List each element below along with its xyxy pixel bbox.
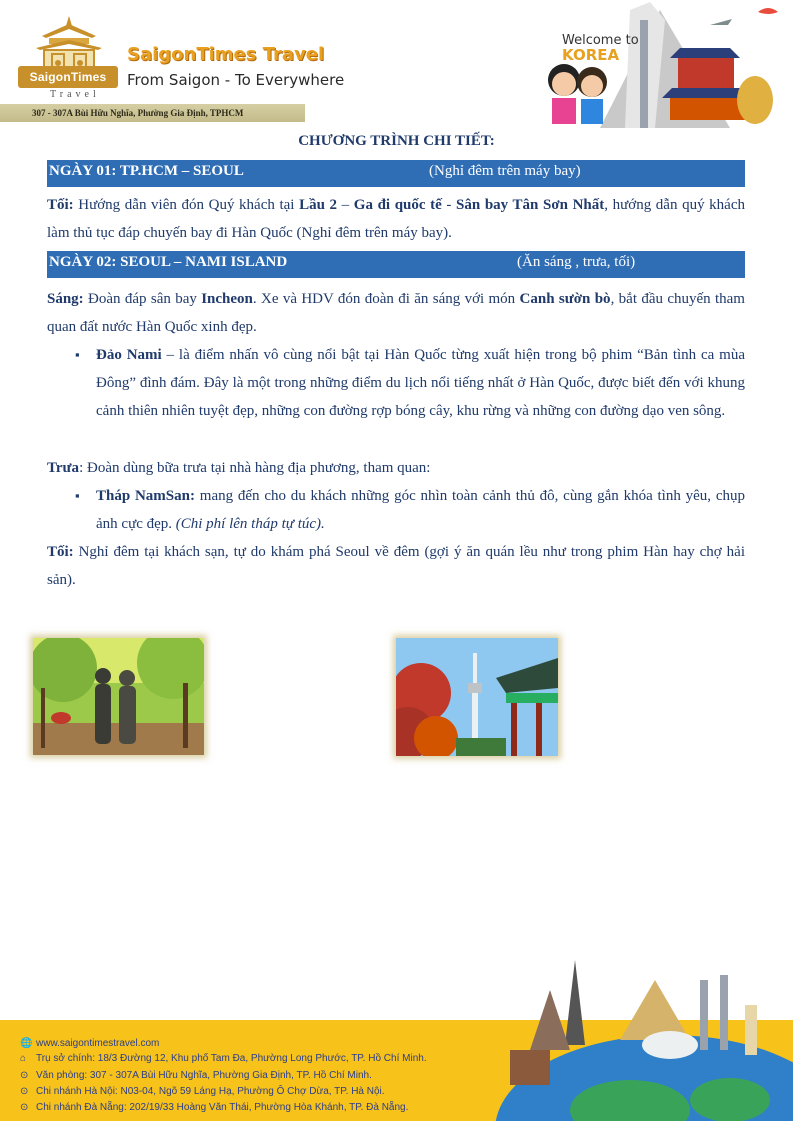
dish-label: Canh sườn bò (519, 291, 611, 307)
nami-label: Đảo Nami (96, 347, 162, 363)
footer-danang: Chi nhánh Đà Nẵng: 202/19/33 Hoàng Văn Thái, Phường Hòa Khánh, TP. Đà Nẵng. (36, 1102, 409, 1113)
text-span: Đoàn đáp sân bay (83, 291, 202, 307)
text-span: – là điểm nhấn vô cùng nổi bật tại Hàn Quốc từng xuất hiện trong bộ phim “Bản tình ca mùa Đông” đình đám. Đây là một trong những điểm du lịch nổi tiếng nhất ở Hàn Quốc, được biết đến với khung cảnh thiên nhiên tuyệt đẹp, những con đường rợp bóng cây, khu rừng và những con đường dạo ven sông. (96, 347, 746, 419)
text-span: , hướng dẫn quý khách làm thủ tục đáp chuyến bay đi Hàn Quốc (Nghỉ đêm trên máy bay). (47, 197, 745, 241)
korea-illustration (530, 0, 793, 128)
floor-label: Lầu 2 (299, 197, 338, 213)
text-span: : Đoàn dùng bữa trưa tại nhà hàng địa phương, tham quan: (79, 460, 431, 476)
day-2-meal: (Ăn sáng , trưa, tối) (517, 254, 636, 270)
evening-label: Tối: (47, 544, 74, 560)
day-2-noon-paragraph (47, 454, 745, 482)
day-1-meal: (Nghỉ đêm trên máy bay) (429, 163, 581, 179)
namsan-tower-photo (396, 638, 558, 756)
footer-website[interactable]: www.saigontimestravel.com (36, 1038, 160, 1049)
text-span: – (337, 197, 354, 213)
page-header (0, 0, 793, 128)
location-pin-icon: ⊙ (20, 1070, 29, 1081)
morning-label: Sáng: (47, 291, 84, 307)
nami-bullet (96, 341, 745, 425)
globe-icon: 🌐 (20, 1038, 33, 1049)
text-span: Nghỉ đêm tại khách sạn, tự do khám phá Seoul về đêm (gợi ý ăn quán lều như trong phim Hàn hay chợ hải sản). (47, 544, 745, 588)
korea-text: KOREA (562, 46, 620, 64)
namsan-note: (Chi phí lên tháp tự túc). (175, 516, 325, 532)
bullet-icon: ▪ (75, 488, 80, 503)
bullet-icon: ▪ (75, 347, 80, 362)
location-pin-icon: ⊙ (20, 1086, 29, 1097)
text-span: mang đến cho du khách những góc nhìn toàn cảnh thủ đô, cùng gắn khóa tình yêu, chụp ảnh cực đẹp. (96, 488, 745, 532)
incheon-label: Incheon (201, 291, 253, 307)
text-span: - (441, 197, 457, 213)
header-address: 307 - 307A Bùi Hữu Nghĩa, Phường Gia Định, TPHCM (0, 104, 305, 122)
footer-office: Văn phòng: 307 - 307A Bùi Hữu Nghĩa, Phường Gia Định, TP. Hồ Chí Minh. (36, 1070, 372, 1081)
day-2-title: NGÀY 02: SEOUL – NAMI ISLAND (49, 254, 288, 270)
brand-slogan: From Saigon - To Everywhere (127, 71, 345, 89)
footer-head-office: Trụ sở chính: 18/3 Đường 12, Khu phố Tam Đa, Phường Long Phước, TP. Hồ Chí Minh. (36, 1053, 427, 1064)
day-1-header (47, 160, 745, 187)
nami-island-photo (33, 638, 204, 755)
day-2-morning-paragraph (47, 285, 745, 341)
text-span: . Xe và HDV đón đoàn đi ăn sáng với món (252, 291, 520, 307)
airport-label: Sân bay Tân Sơn Nhất (456, 197, 605, 213)
namsan-bullet (96, 482, 745, 538)
footer-head-office-row (20, 1052, 427, 1065)
location-pin-icon: ⊙ (20, 1102, 29, 1113)
evening-label: Tối: (47, 197, 74, 213)
day-1-evening-paragraph (47, 191, 745, 247)
world-landmarks-illustration (470, 950, 793, 1121)
terminal-label: Ga đi quốc tế (353, 197, 442, 213)
footer-hanoi: Chi nhánh Hà Nội: N03-04, Ngõ 59 Láng Hạ, Phường Ô Chợ Dừa, TP. Hà Nội. (36, 1086, 385, 1097)
text-span: Hướng dẫn viên đón Quý khách tại (73, 197, 300, 213)
day-1-title: NGÀY 01: TP.HCM – SEOUL (49, 163, 244, 179)
footer-hanoi-row (20, 1085, 385, 1098)
home-icon: ⌂ (20, 1053, 27, 1064)
namsan-label: Tháp NamSan: (96, 488, 195, 504)
text-span: , bắt đầu chuyến tham quan đất nước Hàn Quốc xinh đẹp. (47, 291, 745, 335)
footer-office-row (20, 1069, 372, 1082)
logo-subtitle: Travel (50, 89, 100, 100)
brand-title: SaigonTimes Travel (127, 44, 325, 65)
day-2-evening-paragraph (47, 538, 745, 594)
footer-danang-row (20, 1101, 408, 1114)
welcome-text: Welcome to (562, 33, 639, 48)
section-title: CHƯƠNG TRÌNH CHI TIẾT: (298, 133, 495, 149)
noon-label: Trưa (47, 460, 80, 476)
logo-wordmark: SaigonTimes (18, 66, 118, 88)
day-2-header (47, 251, 745, 278)
footer-website-row (20, 1037, 159, 1050)
